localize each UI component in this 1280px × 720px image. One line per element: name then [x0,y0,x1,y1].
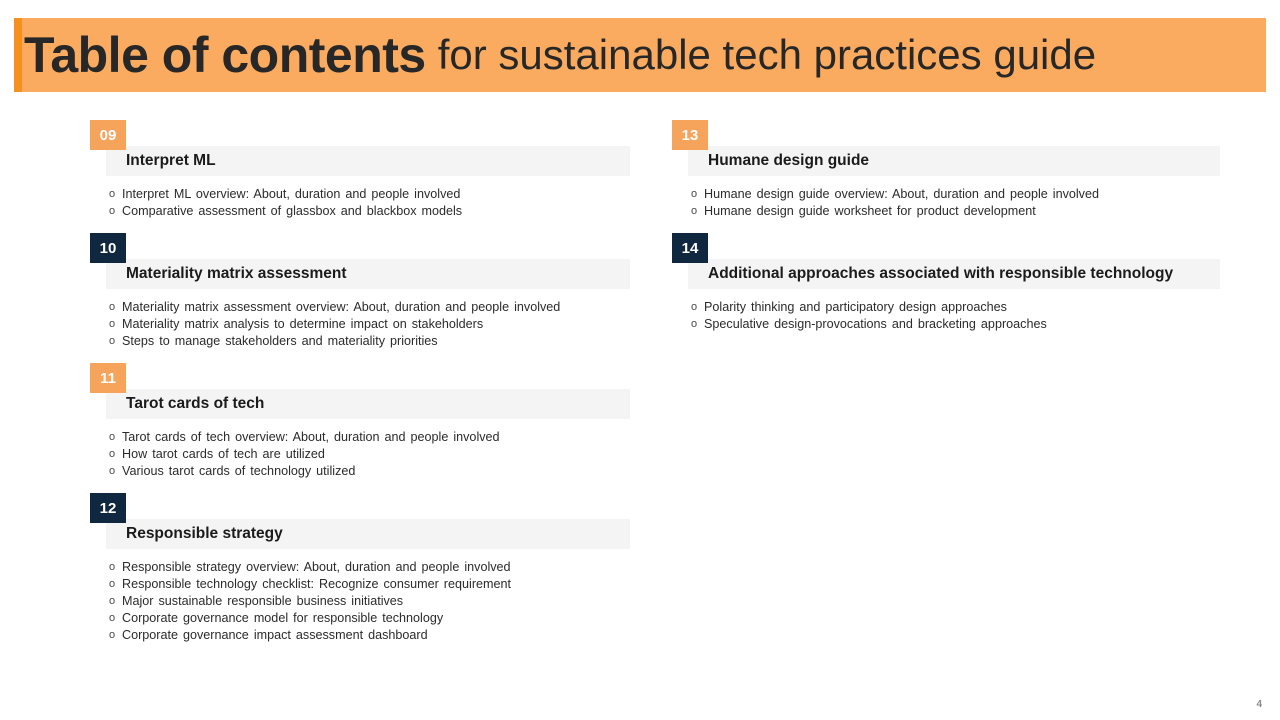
list-item-label: Responsible technology checklist: Recognize consumer requirement [122,577,512,591]
section-number-badge: 09 [90,120,126,150]
page-number: 4 [1256,699,1262,710]
section-number-badge: 14 [672,233,708,263]
bullet-circle-icon: o [109,188,116,200]
list-item[interactable] [688,299,1212,315]
list-item-label: Comparative assessment of glassbox and blackbox models [122,204,463,218]
list-item[interactable] [688,203,1212,219]
bullet-circle-icon: o [691,301,698,313]
list-item-label: Responsible strategy overview: About, duration and people involved [122,560,511,574]
list-item-label: Humane design guide worksheet for product development [704,204,1036,218]
list-item[interactable] [106,576,630,592]
toc-column-right [672,120,1212,346]
section-number-badge: 13 [672,120,708,150]
section-title[interactable]: Materiality matrix assessment [106,259,630,289]
list-item[interactable] [106,610,630,626]
bullet-circle-icon: o [109,612,116,624]
bullet-circle-icon: o [691,318,698,330]
section-bullet-list [106,289,630,349]
toc-section[interactable] [672,120,1212,219]
list-item[interactable] [106,593,630,609]
bullet-circle-icon: o [109,318,116,330]
page-title-light: for sustainable tech practices guide [437,31,1097,78]
list-item-label: Steps to manage stakeholders and materiality priorities [122,334,438,348]
list-item-label: Corporate governance model for responsible technology [122,611,444,625]
list-item-label: Tarot cards of tech overview: About, duration and people involved [122,430,500,444]
bullet-circle-icon: o [691,188,698,200]
list-item[interactable] [106,333,630,349]
bullet-circle-icon: o [109,301,116,313]
page-title-bold: Table of contents [24,27,426,83]
list-item[interactable] [106,446,630,462]
section-number-badge: 12 [90,493,126,523]
section-title[interactable]: Responsible strategy [106,519,630,549]
section-number-badge: 11 [90,363,126,393]
list-item[interactable] [106,203,630,219]
toc-section[interactable] [90,363,630,479]
page-title [24,18,1096,92]
list-item[interactable] [688,316,1212,332]
bullet-circle-icon: o [109,578,116,590]
bullet-circle-icon: o [109,431,116,443]
section-title[interactable]: Humane design guide [688,146,1220,176]
bullet-circle-icon: o [691,205,698,217]
list-item[interactable] [106,316,630,332]
list-item[interactable] [106,299,630,315]
list-item-label: Speculative design-provocations and bracketing approaches [704,317,1047,331]
bullet-circle-icon: o [109,595,116,607]
list-item-label: Various tarot cards of technology utilized [122,464,356,478]
list-item[interactable] [106,559,630,575]
section-bullet-list [106,176,630,219]
section-number-badge: 10 [90,233,126,263]
bullet-circle-icon: o [109,448,116,460]
bullet-circle-icon: o [109,335,116,347]
list-item-label: Interpret ML overview: About, duration and people involved [122,187,461,201]
toc-section[interactable] [90,233,630,349]
toc-column-left [90,120,630,657]
toc-section[interactable] [90,120,630,219]
section-bullet-list [106,549,630,643]
bullet-circle-icon: o [109,465,116,477]
list-item[interactable] [688,186,1212,202]
list-item-label: Corporate governance impact assessment dashboard [122,628,428,642]
toc-section[interactable] [672,233,1212,332]
list-item[interactable] [106,463,630,479]
section-title[interactable]: Additional approaches associated with responsible technology [688,259,1220,289]
section-bullet-list [106,419,630,479]
list-item[interactable] [106,429,630,445]
bullet-circle-icon: o [109,205,116,217]
list-item-label: Polarity thinking and participatory design approaches [704,300,1007,314]
list-item-label: How tarot cards of tech are utilized [122,447,325,461]
list-item-label: Major sustainable responsible business initiatives [122,594,404,608]
list-item-label: Materiality matrix assessment overview: About, duration and people involved [122,300,561,314]
list-item-label: Humane design guide overview: About, duration and people involved [704,187,1099,201]
toc-section[interactable] [90,493,630,643]
list-item[interactable] [106,627,630,643]
section-title[interactable]: Tarot cards of tech [106,389,630,419]
bullet-circle-icon: o [109,629,116,641]
section-title[interactable]: Interpret ML [106,146,630,176]
section-bullet-list [688,289,1212,332]
list-item[interactable] [106,186,630,202]
list-item-label: Materiality matrix analysis to determine impact on stakeholders [122,317,484,331]
section-bullet-list [688,176,1212,219]
header-accent-bar [14,18,22,92]
bullet-circle-icon: o [109,561,116,573]
